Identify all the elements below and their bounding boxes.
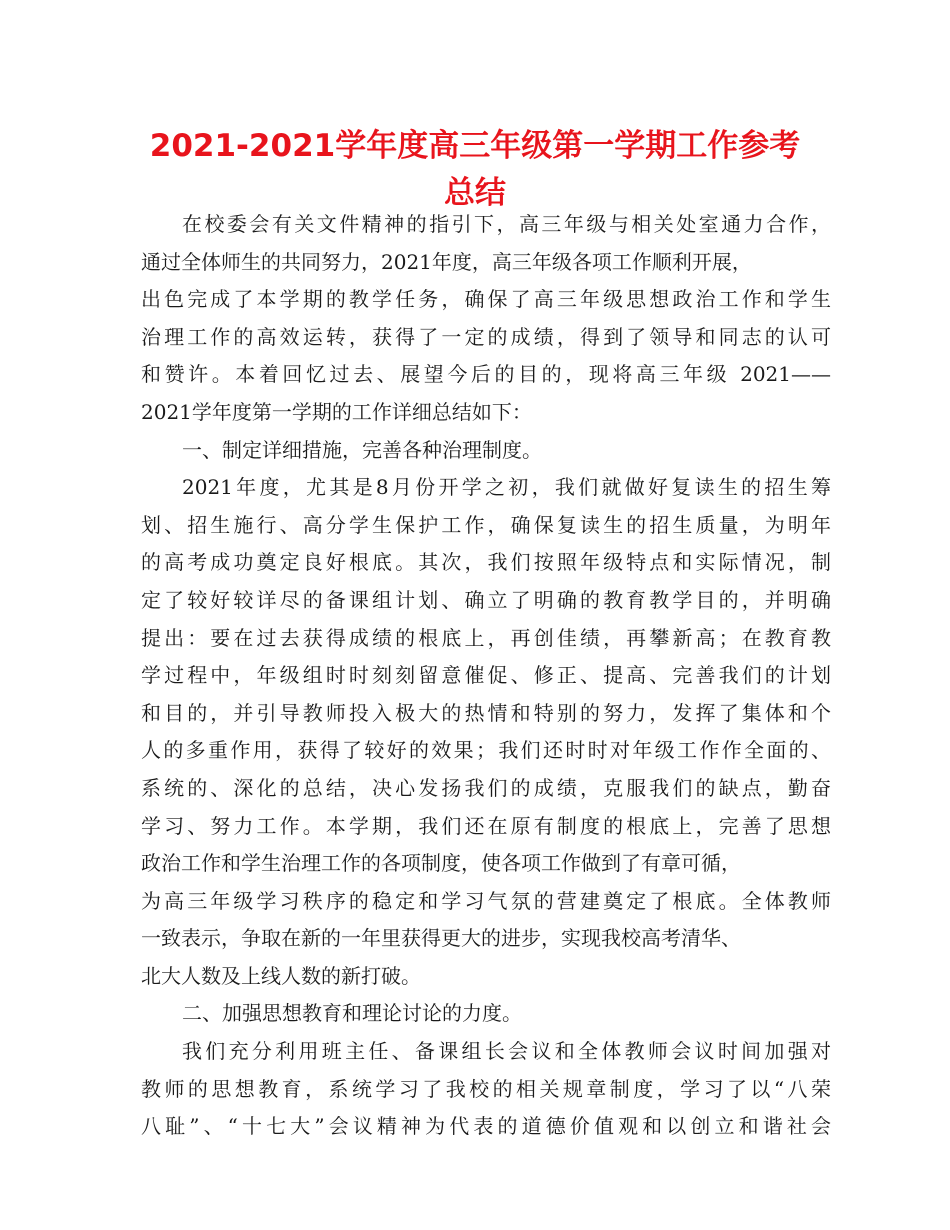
body-line: 出色完成了本学期的教学任务，确保了高三年级思想政治工作和学生	[141, 287, 831, 312]
body-line: 为高三年级学习秩序的稳定和学习气氛的营建奠定了根底。全体教师	[141, 888, 831, 913]
body-line: 学过程中，年级组时时刻刻留意催促、修正、提高、完善我们的计划	[141, 663, 831, 688]
body-line: 北大人数及上线人数的新打破。	[141, 963, 421, 988]
body-line: 治理工作的高效运转，获得了一定的成绩，得到了领导和同志的认可	[141, 324, 831, 349]
body-line: 2021年度，尤其是8月份开学之初，我们就做好复读生的招生筹	[182, 475, 831, 500]
body-line: 划、招生施行、高分学生保护工作，确保复读生的招生质量，为明年	[141, 512, 831, 537]
body-line: 二、加强思想教育和理论讨论的力度。	[182, 1001, 522, 1026]
body-line: 教师的思想教育，系统学习了我校的相关规章制度，学习了以“八荣	[141, 1076, 831, 1101]
body-line: 定了较好较详尽的备课组计划、确立了明确的教育教学目的，并明确	[141, 587, 831, 612]
body-line: 2021学年度第一学期的工作详细总结如下：	[141, 399, 532, 424]
body-line: 在校委会有关文件精神的指引下，高三年级与相关处室通力合作，	[182, 212, 831, 236]
document-body	[141, 206, 831, 1146]
body-line: 政治工作和学生治理工作的各项制度，使各项工作做到了有章可循，	[141, 851, 741, 876]
body-line: 的高考成功奠定良好根底。其次，我们按照年级特点和实际情况，制	[141, 550, 831, 575]
body-line: 学习、努力工作。本学期，我们还在原有制度的根底上，完善了思想	[141, 813, 831, 838]
document-title-line-1: 2021-2021学年度高三年级第一学期工作参考	[149, 128, 801, 164]
document-title-line-2: 总结	[444, 175, 506, 211]
body-line: 我们充分利用班主任、备课组长会议和全体教师会议时间加强对	[182, 1039, 831, 1064]
body-line: 一、制定详细措施，完善各种治理制度。	[182, 437, 542, 462]
body-line: 提出：要在过去获得成绩的根底上，再创佳绩，再攀新高；在教育教	[141, 625, 831, 650]
body-line: 和目的，并引导教师投入极大的热情和特别的努力，发挥了集体和个	[141, 700, 831, 725]
body-line: 和赞许。本着回忆过去、展望今后的目的，现将高三年级 2021——	[141, 362, 831, 387]
body-line: 人的多重作用，获得了较好的效果；我们还时时对年级工作作全面的、	[141, 738, 831, 763]
body-line: 通过全体师生的共同努力，2021年度，高三年级各项工作顺利开展，	[141, 249, 752, 274]
body-line: 一致表示，争取在新的一年里获得更大的进步，实现我校高考清华、	[141, 926, 741, 951]
body-line: 系统的、深化的总结，决心发扬我们的成绩，克服我们的缺点，勤奋	[141, 775, 831, 800]
body-line: 八耻”、“十七大”会议精神为代表的道德价值观和以创立和谐社会	[141, 1114, 831, 1139]
